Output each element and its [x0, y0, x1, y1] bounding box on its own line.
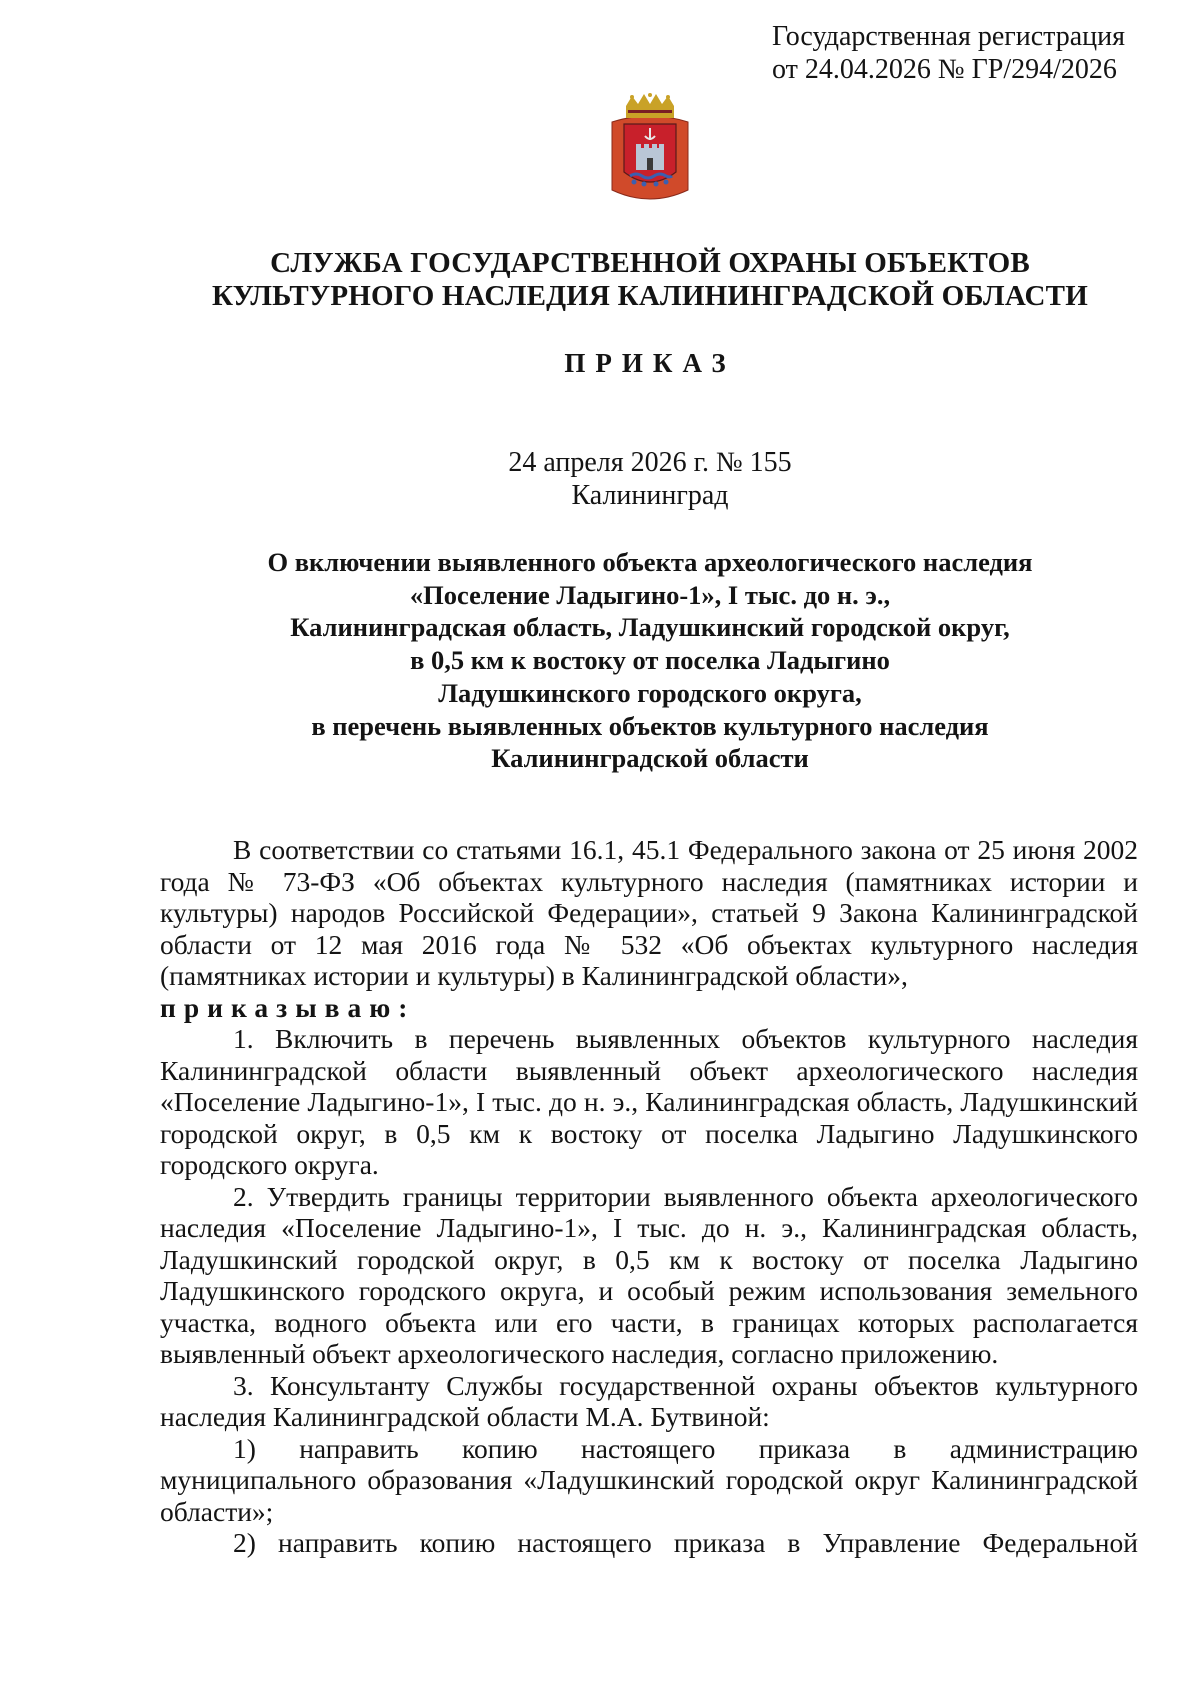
word: приказа: [758, 1432, 851, 1464]
subitem-1-continuation: муниципального образования «Ладушкинский городской округ Калининградской области»;: [160, 1464, 1138, 1527]
word: в: [787, 1527, 801, 1558]
order-word-paragraph: [160, 992, 1138, 1024]
document-city: Калининград: [571, 480, 729, 511]
word: приказа: [673, 1527, 766, 1558]
organization-title-line-1: СЛУЖБА ГОСУДАРСТВЕННОЙ ОХРАНЫ ОБЪЕКТОВ: [270, 247, 1030, 279]
word: направить: [299, 1432, 419, 1464]
subject-line: Ладушкинского городского округа,: [438, 677, 862, 708]
registration-line-2: от 24.04.2026 № ГР/294/2026: [772, 54, 1117, 85]
preamble-paragraph: [160, 834, 1138, 992]
word: направить: [278, 1527, 398, 1558]
item-1-paragraph: 1. Включить в перечень выявленных объектов культурного наследия Калининградской области выявленный объект археологического наследия «Поселение Ладыгино-1», I тыс. до н. э., Калининградская область, Ладушкинский городской округ, в 0,5 км к востоку от поселка Ладыгино Ладушкинского городского округа.: [160, 1023, 1138, 1180]
kaliningrad-coat-of-arms-icon: [606, 92, 694, 208]
organization-title-line-2: КУЛЬТУРНОГО НАСЛЕДИЯ КАЛИНИНГРАДСКОЙ ОБЛАСТИ: [212, 280, 1088, 312]
subitem-1-number: 1): [233, 1432, 256, 1464]
subject-line: в 0,5 км к востоку от поселка Ладыгино: [410, 645, 890, 676]
registration-line-1: Государственная регистрация: [772, 21, 1125, 52]
word: настоящего: [517, 1527, 652, 1558]
document-date-number: 24 апреля 2026 г. № 155: [508, 447, 792, 478]
subject-line: Калининградской области: [491, 743, 809, 774]
registration-stamp: [772, 20, 1152, 86]
subject-line: в перечень выявленных объектов культурного наследия: [311, 710, 989, 741]
order-word: приказываю:: [160, 991, 416, 1023]
subitem-1-first-line: [160, 1433, 1138, 1465]
item-2-paragraph: 2. Утвердить границы территории выявленного объекта археологического наследия «Поселение Ладыгино-1», I тыс. до н. э., Калининградская область, Ладушкинский городской округ, в 0,5 км к востоку от поселка Ладыгино Ладушкинского городского округа, и особый режим использования земельного участка, водного объекта или его части, в границах которых располагается выявленный объект археологического наследия, согласно приложению.: [160, 1180, 1138, 1369]
item-3-paragraph: 3. Консультанту Службы государственной охраны объектов культурного наследия Калининградской области М.А. Бутвиной:: [160, 1369, 1138, 1432]
organization-title: [140, 247, 1160, 313]
word: Федеральной: [982, 1527, 1138, 1558]
document-body: [160, 834, 1138, 1559]
preamble-text: В соответствии со статьями 16.1, 45.1 Федерального закона от 25 июня 2002 года № 73-ФЗ «Об объектах культурного наследия (памятниках истории и культуры) народов Российской Федерации», статьей 9 Закона Калининградской области от 12 мая 2016 года № 532 «Об объектах культурного наследия (памятниках истории и культуры) в Калининградской области»,: [160, 834, 1138, 991]
document-type: ПРИКАЗ: [564, 348, 736, 378]
subject-line: «Поселение Ладыгино-1», I тыс. до н. э.,: [409, 579, 891, 610]
document-subject: [160, 546, 1140, 775]
subitem-2-number: 2): [233, 1527, 256, 1558]
subitem-2-first-line: [160, 1527, 1138, 1559]
subject-line: Калининградская область, Ладушкинский городской округ,: [290, 612, 1010, 643]
word: администрацию: [949, 1432, 1138, 1464]
subject-line: О включении выявленного объекта археологического наследия: [267, 547, 1033, 577]
word: копию: [462, 1432, 538, 1464]
word: копию: [419, 1527, 496, 1558]
word: настоящего: [581, 1432, 716, 1464]
word: в: [893, 1432, 907, 1464]
word: Управление: [822, 1527, 961, 1558]
